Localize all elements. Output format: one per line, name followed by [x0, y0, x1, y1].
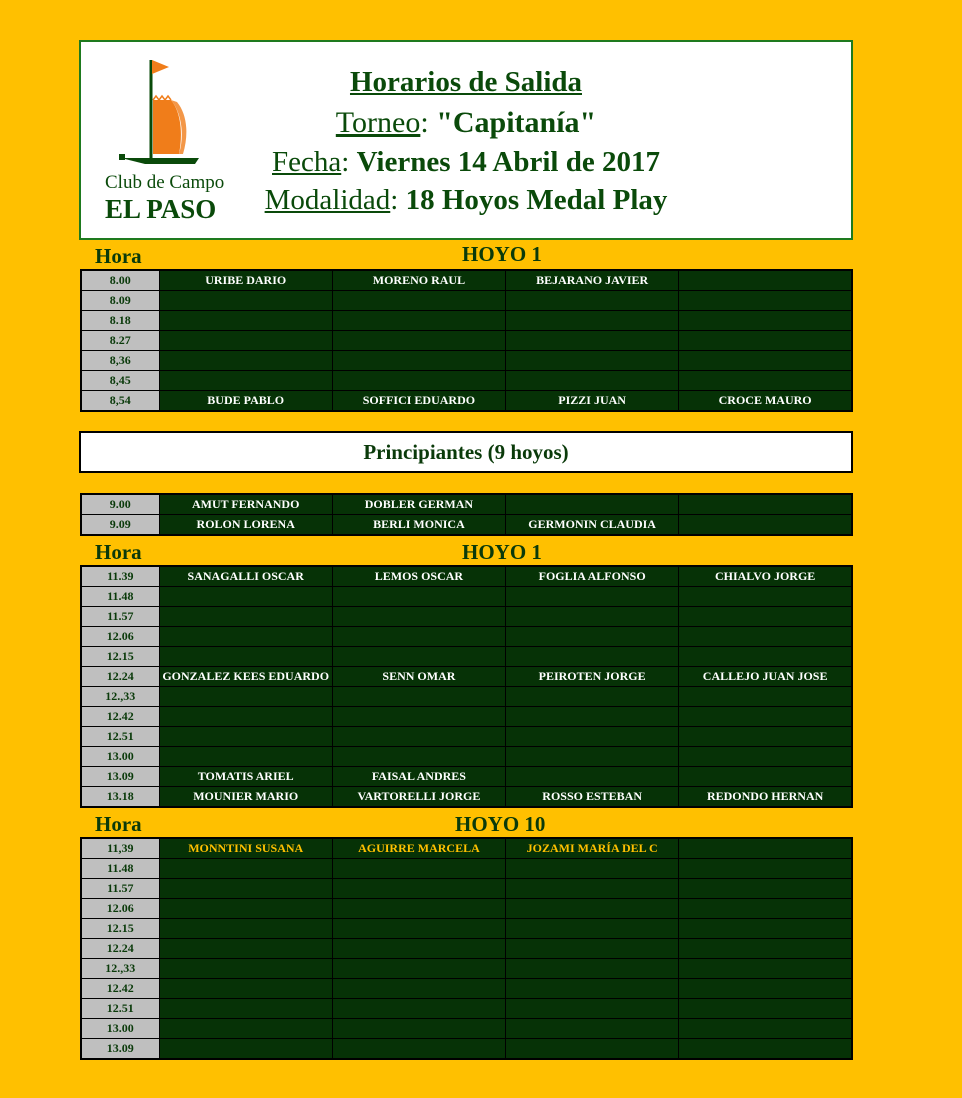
tee-time-row [81, 919, 852, 939]
player-name: SOFFICI EDUARDO [332, 391, 505, 412]
player-name [679, 899, 852, 919]
section2-hora-label: Hora [95, 540, 142, 564]
logo-text-name: EL PASO [105, 194, 217, 224]
tee-time-row [81, 879, 852, 899]
player-name: FAISAL ANDRES [332, 767, 505, 787]
tee-time-row [81, 331, 852, 351]
player-name [679, 999, 852, 1019]
player-name: BERLI MONICA [332, 515, 505, 536]
player-name: MONNTINI SUSANA [159, 838, 332, 859]
player-name [159, 607, 332, 627]
player-name [506, 647, 679, 667]
tee-time: 12.51 [81, 727, 159, 747]
player-name [332, 687, 505, 707]
section3-hora-label: Hora [95, 812, 142, 836]
player-name [159, 687, 332, 707]
section1-hora-label: Hora [95, 244, 142, 268]
page-title: Horarios de Salida [349, 66, 582, 98]
player-name [506, 607, 679, 627]
tee-time: 12.15 [81, 919, 159, 939]
tee-time: 11.57 [81, 879, 159, 899]
section2-hoyo-label: HOYO 1 [462, 540, 542, 564]
tee-time: 8.18 [81, 311, 159, 331]
player-name [159, 331, 332, 351]
tee-time: 12.24 [81, 939, 159, 959]
player-name: REDONDO HERNAN [679, 787, 852, 808]
player-name [159, 647, 332, 667]
tee-time: 9.00 [81, 494, 159, 515]
player-name [506, 1039, 679, 1060]
torneo-line [231, 106, 701, 140]
player-name [679, 707, 852, 727]
player-name [679, 687, 852, 707]
player-name [506, 859, 679, 879]
player-name [506, 627, 679, 647]
player-name [159, 587, 332, 607]
player-name [679, 747, 852, 767]
tee-time-row [81, 311, 852, 331]
tee-time: 11,39 [81, 838, 159, 859]
tee-time-row [81, 979, 852, 999]
player-name [506, 747, 679, 767]
player-name [159, 371, 332, 391]
player-name: DOBLER GERMAN [332, 494, 505, 515]
player-name [506, 707, 679, 727]
player-name [506, 999, 679, 1019]
player-name [679, 1039, 852, 1060]
tee-time-row [81, 566, 852, 587]
player-name: ROSSO ESTEBAN [506, 787, 679, 808]
player-name: LEMOS OSCAR [332, 566, 505, 587]
modalidad-separator: : [390, 184, 406, 216]
player-name [679, 371, 852, 391]
player-name [506, 919, 679, 939]
tee-time: 8,36 [81, 351, 159, 371]
torneo-label: Torneo [335, 106, 421, 139]
tee-time: 12.,33 [81, 687, 159, 707]
player-name [506, 687, 679, 707]
player-name [159, 959, 332, 979]
tee-time-row [81, 515, 852, 536]
tee-time-row [81, 959, 852, 979]
tee-time: 11.48 [81, 587, 159, 607]
player-name [332, 587, 505, 607]
player-name [332, 939, 505, 959]
tee-time-row [81, 859, 852, 879]
tee-time-row [81, 391, 852, 412]
player-name [332, 1039, 505, 1060]
player-name [159, 919, 332, 939]
player-name [332, 979, 505, 999]
player-name [332, 727, 505, 747]
player-name [332, 959, 505, 979]
tee-time-row [81, 667, 852, 687]
tee-time: 8.00 [81, 270, 159, 291]
player-name [506, 351, 679, 371]
tee-time-row [81, 838, 852, 859]
player-name [159, 627, 332, 647]
tee-time-row [81, 999, 852, 1019]
tee-time-row [81, 1019, 852, 1039]
tee-time-row [81, 607, 852, 627]
player-name: MOUNIER MARIO [159, 787, 332, 808]
fecha-label: Fecha [272, 146, 342, 178]
player-name [332, 1019, 505, 1039]
player-name [506, 767, 679, 787]
player-name [332, 859, 505, 879]
player-name: PIZZI JUAN [506, 391, 679, 412]
player-name [679, 727, 852, 747]
player-name [679, 919, 852, 939]
player-name [679, 311, 852, 331]
player-name [679, 331, 852, 351]
player-name: VARTORELLI JORGE [332, 787, 505, 808]
player-name [506, 939, 679, 959]
player-name [332, 647, 505, 667]
tee-time: 12.,33 [81, 959, 159, 979]
player-name [332, 371, 505, 391]
player-name [332, 999, 505, 1019]
player-name [506, 727, 679, 747]
player-name [679, 607, 852, 627]
player-name [679, 270, 852, 291]
fecha-line [231, 146, 701, 179]
tee-time: 9.09 [81, 515, 159, 536]
player-name [506, 331, 679, 351]
player-name [679, 515, 852, 536]
player-name [679, 647, 852, 667]
modalidad-line [231, 184, 701, 217]
section3-table [80, 837, 853, 1060]
tee-time: 8,54 [81, 391, 159, 412]
player-name [679, 979, 852, 999]
section2-table [80, 565, 853, 808]
player-name: MORENO RAUL [332, 270, 505, 291]
player-name: BEJARANO JAVIER [506, 270, 679, 291]
player-name: SANAGALLI OSCAR [159, 566, 332, 587]
tee-time: 11.39 [81, 566, 159, 587]
player-name [159, 899, 332, 919]
modalidad-value: 18 Hoyos Medal Play [405, 184, 668, 216]
player-name: CROCE MAURO [679, 391, 852, 412]
player-name [506, 291, 679, 311]
player-name: GONZALEZ KEES EDUARDO [159, 667, 332, 687]
tee-time: 11.57 [81, 607, 159, 627]
tee-time: 13.09 [81, 767, 159, 787]
principiantes-title: Principiantes (9 hoyos) [79, 431, 853, 473]
player-name [159, 291, 332, 311]
tee-time: 13.00 [81, 747, 159, 767]
player-name [332, 707, 505, 727]
tee-time: 11.48 [81, 859, 159, 879]
modalidad-label: Modalidad [264, 184, 391, 216]
tee-time: 12.42 [81, 707, 159, 727]
tee-time-row [81, 627, 852, 647]
player-name: AGUIRRE MARCELA [332, 838, 505, 859]
player-name [159, 311, 332, 331]
player-name: CALLEJO JUAN JOSE [679, 667, 852, 687]
player-name [332, 627, 505, 647]
tee-time-row [81, 707, 852, 727]
torneo-separator: : [420, 106, 437, 139]
player-name: GERMONIN CLAUDIA [506, 515, 679, 536]
player-name [506, 959, 679, 979]
tee-time: 12.42 [81, 979, 159, 999]
tee-time: 8.27 [81, 331, 159, 351]
player-name [332, 291, 505, 311]
tee-time: 13.18 [81, 787, 159, 808]
tee-time-row [81, 767, 852, 787]
player-name [679, 767, 852, 787]
player-name [506, 494, 679, 515]
player-name: FOGLIA ALFONSO [506, 566, 679, 587]
tee-time-row [81, 1039, 852, 1060]
player-name [679, 627, 852, 647]
player-name [332, 311, 505, 331]
fecha-value: Viernes 14 Abril de 2017 [356, 146, 660, 178]
player-name: URIBE DARIO [159, 270, 332, 291]
player-name [679, 939, 852, 959]
tee-time-row [81, 787, 852, 808]
player-name [332, 879, 505, 899]
player-name: AMUT FERNANDO [159, 494, 332, 515]
player-name: BUDE PABLO [159, 391, 332, 412]
section1-table [80, 269, 853, 412]
player-name [159, 727, 332, 747]
player-name: SENN OMAR [332, 667, 505, 687]
player-name [506, 587, 679, 607]
player-name [506, 311, 679, 331]
player-name [159, 859, 332, 879]
tee-time: 8,45 [81, 371, 159, 391]
tee-time: 12.51 [81, 999, 159, 1019]
player-name [506, 371, 679, 391]
player-name [159, 707, 332, 727]
player-name [332, 747, 505, 767]
player-name [679, 859, 852, 879]
player-name [332, 919, 505, 939]
player-name [159, 879, 332, 899]
section1-hoyo-label: HOYO 1 [462, 242, 542, 266]
tee-time-row [81, 899, 852, 919]
tee-time: 8.09 [81, 291, 159, 311]
tee-time-row [81, 291, 852, 311]
player-name [159, 747, 332, 767]
tee-time-row [81, 647, 852, 667]
player-name [332, 351, 505, 371]
tee-time-row [81, 371, 852, 391]
player-name [332, 607, 505, 627]
player-name [506, 879, 679, 899]
player-name [159, 999, 332, 1019]
player-name: JOZAMI MARÍA DEL C [506, 838, 679, 859]
tee-time-row [81, 587, 852, 607]
tee-time: 13.00 [81, 1019, 159, 1039]
player-name: ROLON LORENA [159, 515, 332, 536]
fecha-separator: : [341, 146, 357, 178]
tee-time: 12.24 [81, 667, 159, 687]
header-box [79, 40, 853, 240]
tee-time-row [81, 727, 852, 747]
player-name [159, 1019, 332, 1039]
player-name [679, 351, 852, 371]
tee-time-row [81, 747, 852, 767]
player-name [679, 959, 852, 979]
player-name: TOMATIS ARIEL [159, 767, 332, 787]
principiantes-table [80, 493, 853, 536]
player-name [159, 939, 332, 959]
golf-flag-sail-icon [101, 54, 231, 184]
tee-time-row [81, 687, 852, 707]
torneo-value: "Capitanía" [436, 106, 597, 139]
tee-time: 12.15 [81, 647, 159, 667]
player-name [506, 1019, 679, 1039]
player-name [159, 1039, 332, 1060]
tee-time-row [81, 494, 852, 515]
player-name [159, 979, 332, 999]
player-name [679, 879, 852, 899]
player-name [679, 838, 852, 859]
tee-time: 13.09 [81, 1039, 159, 1060]
tee-time-row [81, 270, 852, 291]
player-name [332, 899, 505, 919]
section3-hoyo-label: HOYO 10 [455, 812, 546, 836]
tee-time-row [81, 939, 852, 959]
player-name [506, 979, 679, 999]
player-name [332, 331, 505, 351]
player-name: PEIROTEN JORGE [506, 667, 679, 687]
player-name [506, 899, 679, 919]
player-name [159, 351, 332, 371]
tee-time-row [81, 351, 852, 371]
player-name [679, 1019, 852, 1039]
player-name [679, 494, 852, 515]
tee-time: 12.06 [81, 627, 159, 647]
player-name: CHIALVO JORGE [679, 566, 852, 587]
logo-text-club: Club de Campo [105, 172, 225, 193]
player-name [679, 291, 852, 311]
tee-time: 12.06 [81, 899, 159, 919]
player-name [679, 587, 852, 607]
